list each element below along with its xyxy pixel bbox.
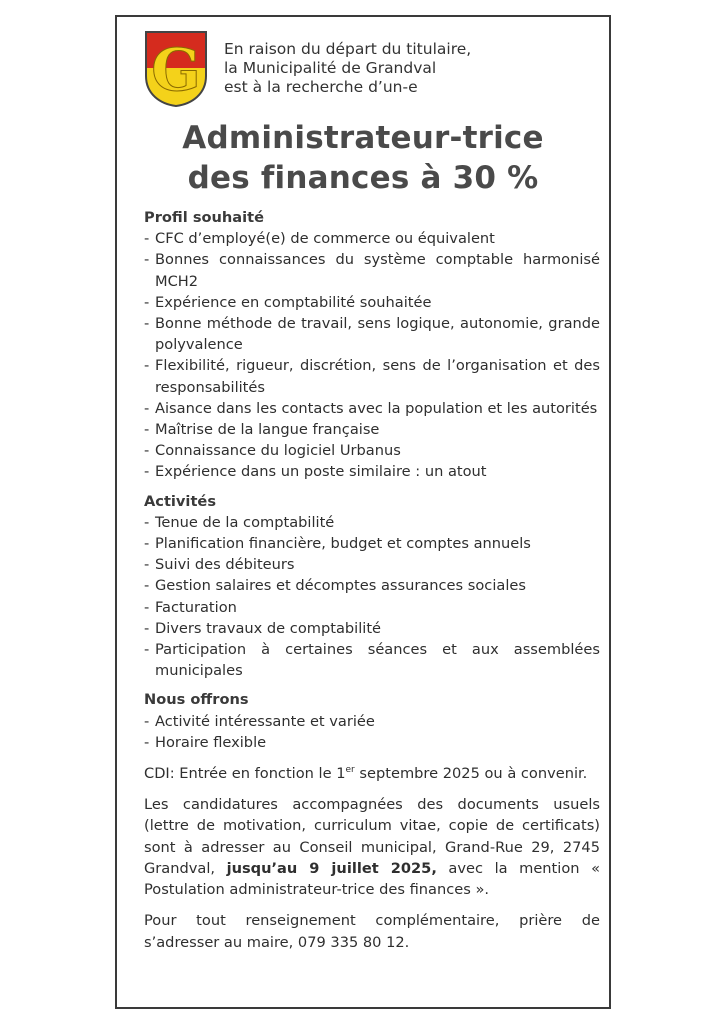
list-item: - Facturation (144, 597, 600, 618)
list-item: - Divers travaux de comptabilité (144, 618, 600, 639)
list-item: - Bonne méthode de travail, sens logique, autonomie, grande polyvalence (144, 313, 600, 355)
section-heading-profil: Profil souhaité (144, 209, 265, 226)
profil-list (144, 228, 600, 482)
intro-line: la Municipalité de Grandval (224, 59, 437, 77)
section-heading-offrons: Nous offrons (144, 691, 249, 709)
ad-content (144, 207, 600, 953)
list-item: - Suivi des débiteurs (144, 554, 600, 575)
deadline: jusqu’au 9 juillet 2025, (226, 859, 437, 877)
job-title (125, 118, 601, 198)
offrons-list (144, 711, 600, 753)
list-item: - CFC d’employé(e) de commerce ou équivalent (144, 228, 600, 249)
cdi-superscript: er (345, 765, 355, 776)
candidatures-text: Les candidatures accompagnées des documents usuels (lettre de motivation, curriculum vitae, copie de certificats) sont à adresser au Conseil municipal, Grand-Rue 29, 2745 Grandval, (144, 796, 600, 877)
list-item: - Planification financière, budget et comptes annuels (144, 533, 600, 554)
section-heading-activites: Activités (144, 492, 216, 510)
list-item: - Connaissance du logiciel Urbanus (144, 440, 600, 461)
candidatures-paragraph (144, 794, 600, 900)
cdi-text-end: septembre 2025 ou à convenir. (354, 765, 588, 783)
list-item: - Bonnes connaissances du système comptable harmonisé MCH2 (144, 249, 600, 291)
cdi-paragraph (144, 763, 600, 784)
list-item: - Participation à certaines séances et aux assemblées municipales (144, 639, 600, 681)
intro-line: est à la recherche d’un-e (224, 78, 418, 96)
list-item: - Maîtrise de la langue française (144, 419, 600, 440)
candidatures-text-end: avec la mention « Postulation administrateur-trice des finances ». (144, 859, 600, 899)
contact-paragraph: Pour tout renseignement complémentaire, prière de s’adresser au maire, 079 335 80 12. (144, 912, 600, 951)
list-item: - Activité intéressante et variée (144, 711, 600, 732)
intro-text (224, 40, 471, 97)
list-item: - Expérience en comptabilité souhaitée (144, 292, 600, 313)
cdi-text: CDI: Entrée en fonction le 1 (144, 765, 346, 783)
list-item: - Aisance dans les contacts avec la population et les autorités (144, 398, 600, 419)
list-item: - Gestion salaires et décomptes assurances sociales (144, 575, 600, 596)
grandval-coat-of-arms-logo (144, 30, 208, 108)
activites-list (144, 512, 600, 682)
job-title-line: des finances à 30 % (187, 160, 539, 196)
list-item: - Flexibilité, rigueur, discrétion, sens de l’organisation et des responsabilités (144, 355, 600, 397)
intro-line: En raison du départ du titulaire, (224, 40, 472, 58)
job-title-line: Administrateur-trice (182, 120, 544, 156)
crest-letter: G (151, 36, 201, 104)
list-item: - Expérience dans un poste similaire : un atout (144, 461, 600, 482)
list-item: - Horaire flexible (144, 732, 600, 753)
list-item: - Tenue de la comptabilité (144, 512, 600, 533)
